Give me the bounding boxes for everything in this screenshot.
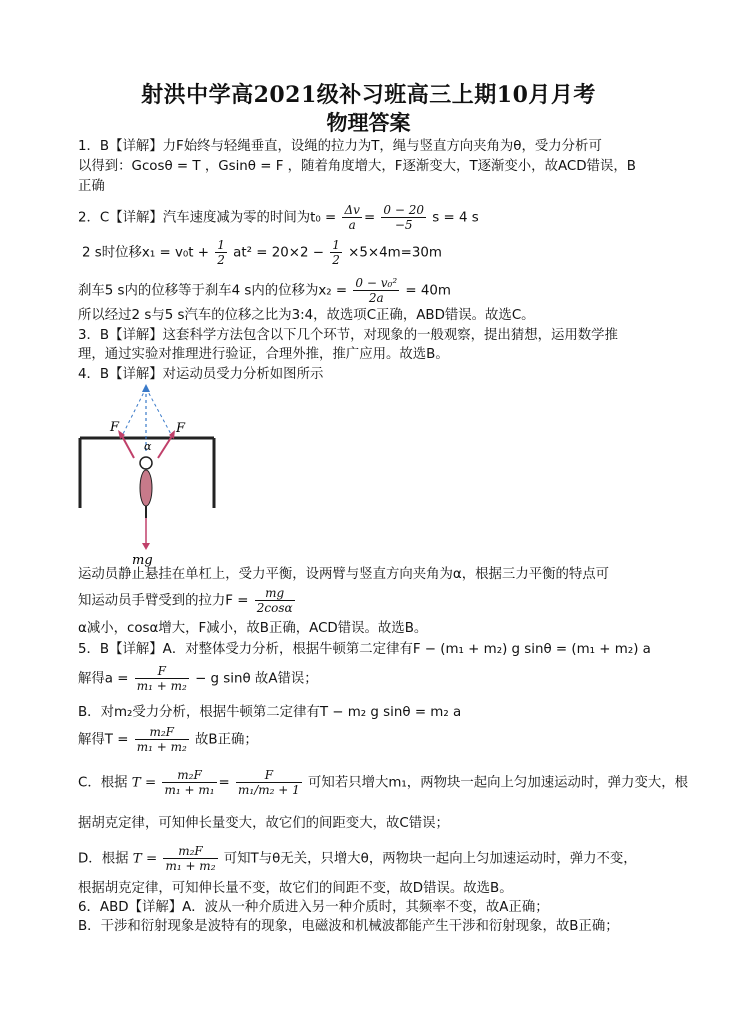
page-subtitle: 物理答案 xyxy=(326,110,411,135)
answer-line: 根据胡克定律，可知伸长量不变，故它们的间距不变，故D错误。故选B。 xyxy=(78,881,513,896)
text: 2．C【详解】汽车速度减为零的时间为t₀ = xyxy=(78,210,337,226)
fraction-a: $\frac{F}{\text{m₁ + m₂}}$ xyxy=(136,664,187,693)
answer-line: 据胡克定律，可知伸长量变大，故它们的间距变大，故C错误； xyxy=(78,816,449,831)
fraction-half: $\frac{1}{2}$ xyxy=(332,238,340,267)
answer-line: 3．B【详解】这套科学方法包含以下几个环节，对现象的一般观察，提出猜想，运用数学推 xyxy=(78,328,618,343)
answer-line: 运动员静止悬挂在单杠上，受力平衡，设两臂与竖直方向夹角为α，根据三力平衡的特点可 xyxy=(78,567,610,582)
fraction-T: $\frac{\text{m₂F}}{\text{m₁ + m₂}}$ xyxy=(165,844,216,873)
fraction-delta-v: $\frac{\Delta v}{a}$ xyxy=(344,203,360,232)
answer-line: 解得a = $\frac{F}{\text{m₁ + m₂}}$ − g sinθ 故A错误； xyxy=(78,664,318,693)
dashed-left xyxy=(122,388,146,436)
fraction-Tc1: $\frac{\text{m₂F}}{\text{m₁ + m₁}}$ xyxy=(164,768,215,797)
answer-line: 正确 xyxy=(78,179,105,194)
fraction-T: $\frac{\text{m₂F}}{\text{m₁ + m₂}}$ xyxy=(136,725,187,754)
answer-line: C．根据 T = $\frac{\text{m₂F}}{\text{m₁ + m₁}}$ = $\frac{F}{\text{m₁/m₂ + 1}}$ 可知若只增大m₁，两物块一起向上匀加速运动时，弹力变大，根 xyxy=(78,768,689,797)
label-alpha: α xyxy=(144,440,152,453)
label-mg: mg xyxy=(132,553,153,568)
answer-line: 理，通过实验对推理进行验证，合理外推，推广应用。故选B。 xyxy=(78,347,449,362)
force-diagram xyxy=(74,378,224,568)
label-f-left: F xyxy=(110,420,120,435)
answer-line: D．根据 T = $\frac{\text{m₂F}}{\text{m₁ + m₂}}$ 可知T与θ无关，只增大θ，两物块一起向上匀加速运动时，弹力不变， xyxy=(78,844,637,873)
answer-line: 所以经过2 s与5 s汽车的位移之比为3:4，故选项C正确，ABD错误。故选C。 xyxy=(78,308,535,323)
answer-line: 解得T = $\frac{\text{m₂F}}{\text{m₁ + m₂}}$ 故B正确； xyxy=(78,725,258,754)
gravity-arrowhead xyxy=(142,543,150,550)
label-f-right: F xyxy=(176,421,186,436)
athlete-head xyxy=(140,457,152,469)
fraction-F: $\frac{mg}{2\cos\alpha}$ xyxy=(256,586,293,615)
answer-line: 以得到：Gcosθ = T ，Gsinθ = F ，随着角度增大，F逐渐变大，T逐渐变小，故ACD错误，B xyxy=(78,159,636,174)
fraction-half: $\frac{1}{2}$ xyxy=(217,238,225,267)
answer-line: 1．B【详解】力F始终与轻绳垂直，设绳的拉力为T，绳与竖直方向夹角为θ，受力分析可 xyxy=(78,139,602,154)
answer-line: 5．B【详解】A．对整体受力分析，根据牛顿第二定律有F − (m₁ + m₂) g sinθ = (m₁ + m₂) a xyxy=(78,642,651,657)
answer-line: 2 s时位移x₁ = v₀t + $\frac{1}{2}$ at² = 20×2 − $\frac{1}{2}$ ×5×4m=30m xyxy=(82,238,442,267)
fraction-Tc2: $\frac{F}{\text{m₁/m₂ + 1}}$ xyxy=(238,768,300,797)
fraction-x2: $\frac{\text{0 − v₀²}}{2a}$ xyxy=(355,276,398,305)
answer-line: 6．ABD【详解】A．波从一种介质进入另一种介质时，其频率不变，故A正确； xyxy=(78,900,549,915)
answer-line: 知运动员手臂受到的拉力F = $\frac{mg}{2\cos\alpha}$ xyxy=(78,586,293,615)
answer-line: B．干涉和衍射现象是波特有的现象，电磁波和机械波都能产生干涉和衍射现象，故B正确； xyxy=(78,919,619,934)
answer-line: 刹车5 s内的位移等于刹车4 s内的位移为x₂ = $\frac{\text{0 − v₀²}}{2a}$ = 40m xyxy=(78,276,451,305)
fraction-t0: $\frac{0 - 20}{-5}$ xyxy=(383,203,425,232)
answer-line: B．对m₂受力分析，根据牛顿第二定律有T − m₂ g sinθ = m₂ a xyxy=(78,705,462,720)
answer-line: 4．B【详解】对运动员受力分析如图所示 xyxy=(78,367,324,382)
answer-line-q2: 2．C【详解】汽车速度减为零的时间为t₀ = $\frac{\Delta v}{a}$ = $\frac{0 - 20}{-5}$ s = 4 s xyxy=(78,203,479,232)
dashed-right xyxy=(146,388,172,436)
page-title: 射洪中学高2021级补习班高三上期10月月考 xyxy=(141,82,596,108)
athlete-body xyxy=(140,470,152,506)
answer-line: α减小，cosα增大，F减小，故B正确，ACD错误。故选B。 xyxy=(78,621,428,636)
